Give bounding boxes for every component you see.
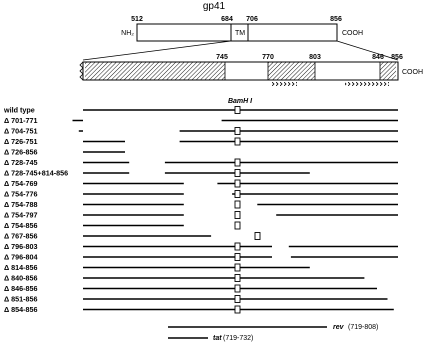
construct-rows: [3, 106, 398, 315]
bamh-site-box: [235, 254, 240, 261]
bamh-site-box: [235, 128, 240, 135]
pos-745-detail: 745: [216, 54, 228, 61]
tat-label: tat: [213, 335, 222, 342]
bamh-site-box: [235, 180, 240, 187]
rev-range: (719-808): [348, 324, 379, 331]
cytoplasmic-tail-detail-bar: [80, 54, 423, 105]
bamh-site-box: [235, 191, 240, 198]
tm-label: TM: [234, 30, 246, 37]
hatched-region-706-745: [85, 62, 225, 80]
overview-cooh-label: COOH: [342, 30, 363, 37]
pos-803-detail: 803: [309, 54, 321, 61]
gp41-overview-bar: [121, 16, 363, 41]
detail-cooh-label: COOH: [402, 69, 423, 76]
bamh-site-box: [235, 201, 240, 208]
construct-label: Δ 754-797: [4, 210, 38, 220]
construct-label: Δ 854-856: [4, 305, 38, 314]
overview-nh2-label: NH₂: [121, 30, 134, 37]
construct-label: Δ 754-776: [4, 189, 38, 199]
construct-label: Δ 726-856: [4, 147, 38, 157]
construct-label: Δ 846-856: [4, 284, 38, 293]
bamh-site-box: [235, 264, 240, 271]
pos-706-label: 706: [246, 16, 258, 23]
construct-label: Δ 840-856: [4, 273, 38, 283]
construct-label: Δ 704-751: [4, 126, 38, 136]
bamh-site-box: [235, 107, 240, 114]
tat-range: (719-732): [223, 335, 254, 342]
bamh-site-box: [235, 285, 240, 292]
coiled-marker-770: [271, 82, 297, 86]
construct-label: Δ 851-856: [4, 294, 38, 304]
diagram-title: gp41: [202, 1, 226, 12]
construct-label: Δ 796-804: [4, 252, 38, 262]
construct-label: Δ 767-856: [4, 231, 38, 241]
construct-label: wild type: [4, 105, 35, 115]
zoom-guide-right: [337, 41, 398, 60]
pos-512-label: 512: [131, 16, 143, 23]
pos-684-label: 684: [221, 16, 233, 23]
construct-label: Δ 728-745: [4, 158, 38, 167]
bamh-site-box: [235, 243, 240, 250]
pos-856-detail: 856: [391, 54, 403, 61]
coiled-marker-846: [345, 82, 389, 86]
bamh-site-box: [235, 159, 240, 166]
hatched-region-846-856: [380, 62, 396, 80]
reading-frames: [168, 324, 378, 342]
bamh-site-box: [235, 170, 240, 177]
construct-label: Δ 726-751: [4, 137, 38, 146]
construct-label: Δ 796-803: [4, 242, 38, 251]
construct-label: Δ 814-856: [4, 263, 38, 272]
zoom-guide-left: [83, 41, 231, 60]
bamh-site-box: [235, 306, 240, 313]
hatched-region-770-803: [268, 62, 315, 80]
construct-label: Δ 754-769: [4, 179, 38, 188]
bamh-site-box: [235, 212, 240, 219]
construct-label: Δ 701-771: [4, 116, 38, 125]
bamh-site-box: [235, 296, 240, 303]
bamh-site-box: [235, 138, 240, 145]
construct-label: Δ 754-788: [4, 200, 38, 209]
pos-856-label: 856: [330, 16, 342, 23]
pos-846-detail: 846: [372, 54, 384, 61]
bamh-site-box: [235, 275, 240, 282]
rev-label: rev: [333, 324, 344, 331]
construct-label: Δ 754-856: [4, 221, 38, 230]
bamh-site-box: [235, 222, 240, 229]
pos-770-detail: 770: [262, 54, 274, 61]
construct-label: Δ 728-745+814-856: [4, 168, 69, 178]
bamh-site-label: BamH I: [227, 98, 253, 105]
bamh-site-box: [255, 233, 260, 240]
